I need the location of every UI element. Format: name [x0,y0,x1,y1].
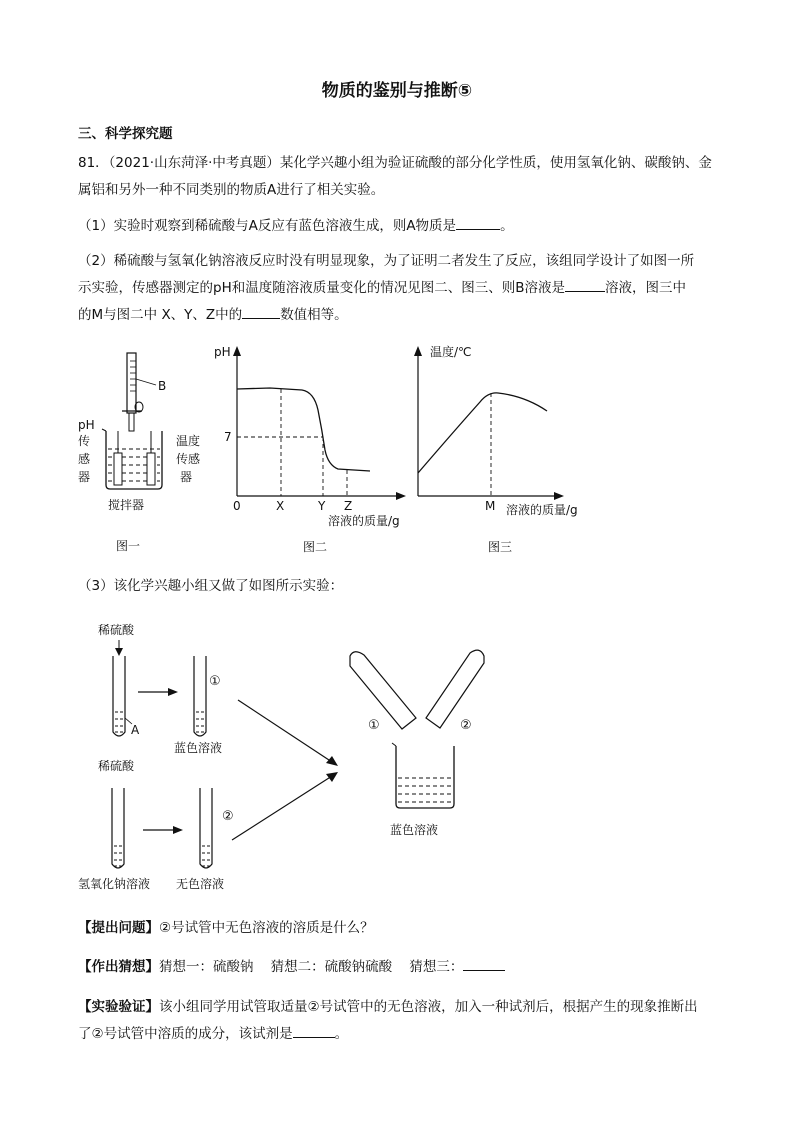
section-heading: 三、科学探究题 [78,126,173,142]
q2-line-2b: 溶液，图三中 [604,280,686,296]
verification [78,994,738,1048]
verify-end: 。 [334,1026,349,1042]
hypothesis [78,954,505,981]
beaker-label: 蓝色溶液 [390,823,439,837]
fig2-ylabel: pH [214,345,231,359]
figure-2-caption: 图二 [303,540,328,554]
tube-1 [194,656,206,736]
stirrer-label: 搅拌器 [108,498,145,512]
q2-blank-b[interactable] [565,275,605,292]
pour-tube-1 [350,652,416,729]
temp-sensor-label-1: 温度 [176,434,201,448]
tube-naoh [112,788,124,868]
pour-tube-2 [426,650,484,728]
fig2-tick-x: X [276,499,285,513]
ask-text: ②号试管中无色溶液的溶质是什么？ [159,920,374,936]
fig2-xlabel: 溶液的质量/g [328,514,400,528]
fig3-ylabel: 温度/℃ [430,345,472,359]
intro-line-2: 属铝和另外一种不同类别的物质A进行了相关实验。 [78,182,385,198]
verify-line-1: 该小组同学用试管取适量②号试管中的无色溶液，加入一种试剂后，根据产生的现象推断出 [159,999,698,1015]
ph-sensor-label-3: 感 [78,452,91,466]
tube-1-label: 蓝色溶液 [174,741,223,755]
question-number: 81．（2021·山东菏泽·中考真题） [78,155,280,171]
fig2-tick-z: Z [344,499,353,513]
label-b: B [158,379,167,393]
page-title: 物质的鉴别与推断⑤ [321,81,473,101]
pour-2-mark: ② [460,718,472,733]
ph-probe [114,453,122,485]
fig2-tick-y: Y [318,499,326,513]
ph-sensor-label-1: pH [78,418,95,432]
ph-sensor-label-4: 器 [78,470,91,484]
burette [127,353,136,413]
ask-tag: 【提出问题】 [78,920,159,936]
question-intro [78,150,738,204]
q1-blank[interactable] [456,213,500,230]
q2-blank-m[interactable] [242,302,280,319]
guess-text: 猜想一：硫酸钠 猜想二：硫酸钠硫酸 猜想三： [159,959,464,975]
tube-2-mark: ② [222,809,234,824]
tube-2-label: 无色溶液 [176,877,225,891]
naoh-label: 氢氧化钠溶液 [78,877,151,891]
tube-a [113,656,125,736]
beaker-mix [396,746,454,808]
acid-mid-label: 稀硫酸 [98,759,135,773]
ph-sensor-label-2: 传 [78,434,91,448]
q2-line-3a: 的M与图二中 X、Y、Z中的 [78,307,243,323]
temp-probe [147,453,155,485]
q1-text: （1）实验时观察到稀硫酸与A反应有蓝色溶液生成，则A物质是 [78,218,457,234]
guess-blank[interactable] [463,954,505,971]
acid-top-label: 稀硫酸 [98,623,135,637]
temp-curve [418,393,547,473]
label-a: A [131,723,140,737]
fig2-origin: 0 [233,499,241,513]
ph-curve [237,388,370,471]
verify-line-2: 了②号试管中溶质的成分，该试剂是 [78,1026,293,1042]
tube-2 [200,788,212,868]
q2-line-1: （2）稀硫酸与氢氧化钠溶液反应时没有明显现象，为了证明二者发生了反应，该组同学设计了如图一所 [78,253,695,269]
pour-1-mark: ① [368,718,380,733]
ask-question [78,915,374,942]
guess-tag: 【作出猜想】 [78,959,159,975]
tube-1-mark: ① [209,674,221,689]
fig3-xlabel: 溶液的质量/g [506,503,578,517]
fig2-tick-7: 7 [224,430,232,444]
q2-line-3b: 数值相等。 [280,307,348,323]
intro-line-1: 某化学兴趣小组为验证硫酸的部分化学性质，使用氢氧化钠、碳酸钠、金 [279,155,712,171]
temp-sensor-label-2: 传感 [176,452,201,466]
figure-3-temp-chart [400,340,600,555]
fig3-tick-m: M [485,499,496,513]
question-2 [78,248,738,329]
question-1 [78,213,514,240]
temp-sensor-label-3: 器 [180,470,193,484]
q2-line-2a: 示实验，传感器测定的pH和温度随溶液质量变化的情况见图二、图三、则B溶液是 [78,280,565,296]
figure-3-caption: 图三 [488,540,513,554]
q1-end: 。 [500,218,514,234]
verify-blank[interactable] [293,1021,335,1038]
verify-tag: 【实验验证】 [78,999,159,1015]
figure-4-experiment [70,612,500,902]
figure-1-caption: 图一 [116,539,141,553]
figure-2-ph-chart [210,340,410,555]
figure-1-apparatus [70,345,220,555]
question-3: （3）该化学兴趣小组又做了如图所示实验： [78,578,344,594]
